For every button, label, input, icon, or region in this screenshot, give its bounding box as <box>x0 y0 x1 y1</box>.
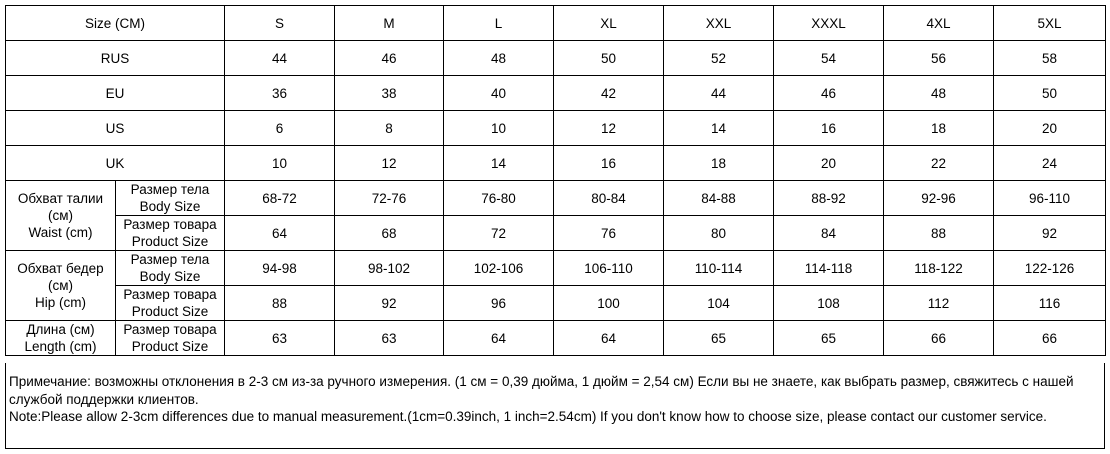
sub-label-en: Product Size <box>131 234 209 249</box>
table-row <box>6 181 1106 216</box>
table-cell: 54 <box>774 41 884 76</box>
table-cell: 94-98 <box>225 251 335 286</box>
table-cell: 44 <box>225 41 335 76</box>
table-cell: 66 <box>994 321 1106 356</box>
table-cell: 76 <box>554 216 664 251</box>
table-cell: 58 <box>994 41 1106 76</box>
table-cell: 56 <box>884 41 994 76</box>
hip-group-label <box>6 251 116 321</box>
hip-label-en: Hip (cm) <box>35 295 86 310</box>
sub-label-ru: Размер тела <box>130 252 210 267</box>
sub-label <box>116 286 225 321</box>
table-row <box>6 321 1106 356</box>
table-cell: 80-84 <box>554 181 664 216</box>
table-row <box>6 111 1106 146</box>
table-cell: 18 <box>884 111 994 146</box>
table-cell: 66 <box>884 321 994 356</box>
size-header: M <box>335 6 444 41</box>
sub-label-en: Product Size <box>131 304 209 319</box>
table-cell: 36 <box>225 76 335 111</box>
header-row <box>6 6 1106 41</box>
table-cell: 48 <box>444 41 554 76</box>
table-cell: 50 <box>554 41 664 76</box>
row-label: RUS <box>6 41 225 76</box>
table-cell: 20 <box>774 146 884 181</box>
table-cell: 104 <box>664 286 774 321</box>
waist-label-ru-1: Обхват талии <box>17 191 104 206</box>
table-cell: 65 <box>774 321 884 356</box>
table-cell: 98-102 <box>335 251 444 286</box>
table-cell: 10 <box>444 111 554 146</box>
table-cell: 84 <box>774 216 884 251</box>
table-cell: 65 <box>664 321 774 356</box>
table-cell: 110-114 <box>664 251 774 286</box>
size-header: XXL <box>664 6 774 41</box>
table-cell: 68-72 <box>225 181 335 216</box>
size-chart-table <box>5 5 1106 356</box>
sub-label <box>116 321 225 356</box>
table-cell: 92 <box>335 286 444 321</box>
waist-label-ru-2: (см) <box>47 208 74 223</box>
table-cell: 64 <box>444 321 554 356</box>
table-cell: 84-88 <box>664 181 774 216</box>
sub-label-ru: Размер тела <box>130 182 210 197</box>
sub-label <box>116 181 225 216</box>
sub-label-ru: Размер товара <box>123 322 217 337</box>
table-cell: 44 <box>664 76 774 111</box>
table-cell: 16 <box>774 111 884 146</box>
table-cell: 102-106 <box>444 251 554 286</box>
table-cell: 38 <box>335 76 444 111</box>
table-row <box>6 251 1106 286</box>
size-header: 4XL <box>884 6 994 41</box>
table-cell: 63 <box>335 321 444 356</box>
note-en: Note:Please allow 2-3cm differences due to manual measurement.(1cm=0.39inch, 1 inch=2.54cm) If you don't know how to choose size, please contact our customer service. <box>9 409 1047 424</box>
header-label: Size (CM) <box>6 6 225 41</box>
table-cell: 100 <box>554 286 664 321</box>
table-cell: 12 <box>554 111 664 146</box>
table-cell: 72 <box>444 216 554 251</box>
table-cell: 42 <box>554 76 664 111</box>
hip-label-ru-1: Обхват бедер <box>17 261 104 276</box>
table-cell: 46 <box>774 76 884 111</box>
hip-label-ru-2: (см) <box>47 278 74 293</box>
sub-label-ru: Размер товара <box>123 217 217 232</box>
table-cell: 112 <box>884 286 994 321</box>
table-cell: 12 <box>335 146 444 181</box>
waist-group-label <box>6 181 116 251</box>
waist-label-en: Waist (cm) <box>28 225 93 240</box>
table-row <box>6 286 1106 321</box>
table-cell: 8 <box>335 111 444 146</box>
table-cell: 63 <box>225 321 335 356</box>
notes-box <box>5 363 1105 449</box>
table-cell: 6 <box>225 111 335 146</box>
sub-label <box>116 216 225 251</box>
table-cell: 14 <box>664 111 774 146</box>
table-cell: 22 <box>884 146 994 181</box>
table-cell: 16 <box>554 146 664 181</box>
sub-label-en: Product Size <box>131 339 209 354</box>
sub-label <box>116 251 225 286</box>
table-row <box>6 76 1106 111</box>
table-cell: 114-118 <box>774 251 884 286</box>
sub-label-en: Body Size <box>139 269 201 284</box>
table-cell: 96 <box>444 286 554 321</box>
table-cell: 80 <box>664 216 774 251</box>
table-cell: 72-76 <box>335 181 444 216</box>
table-row <box>6 216 1106 251</box>
table-cell: 10 <box>225 146 335 181</box>
table-cell: 64 <box>225 216 335 251</box>
table-cell: 40 <box>444 76 554 111</box>
table-cell: 116 <box>994 286 1106 321</box>
size-header: L <box>444 6 554 41</box>
table-cell: 52 <box>664 41 774 76</box>
table-cell: 88 <box>225 286 335 321</box>
length-label-en: Length (cm) <box>24 339 97 354</box>
note-ru: Примечание: возможны отклонения в 2-3 см из-за ручного измерения. (1 см = 0,39 дюйма, 1 дюйм = 2,54 см) Если вы не знаете, как выбрать размер, свяжитесь с нашей службой поддержки клиентов. <box>9 374 1074 407</box>
size-header: XL <box>554 6 664 41</box>
table-cell: 92-96 <box>884 181 994 216</box>
row-label: EU <box>6 76 225 111</box>
size-header: 5XL <box>994 6 1106 41</box>
table-cell: 46 <box>335 41 444 76</box>
sub-label-ru: Размер товара <box>123 287 217 302</box>
table-cell: 68 <box>335 216 444 251</box>
row-label: US <box>6 111 225 146</box>
size-header: XXXL <box>774 6 884 41</box>
table-row <box>6 41 1106 76</box>
table-cell: 48 <box>884 76 994 111</box>
table-cell: 118-122 <box>884 251 994 286</box>
table-cell: 18 <box>664 146 774 181</box>
sub-label-en: Body Size <box>139 199 201 214</box>
table-cell: 50 <box>994 76 1106 111</box>
table-cell: 106-110 <box>554 251 664 286</box>
length-label-ru: Длина (см) <box>26 322 95 337</box>
row-label: UK <box>6 146 225 181</box>
table-cell: 24 <box>994 146 1106 181</box>
table-cell: 88 <box>884 216 994 251</box>
table-cell: 108 <box>774 286 884 321</box>
table-cell: 88-92 <box>774 181 884 216</box>
size-header: S <box>225 6 335 41</box>
length-group-label <box>6 321 116 356</box>
table-cell: 92 <box>994 216 1106 251</box>
table-cell: 20 <box>994 111 1106 146</box>
table-cell: 96-110 <box>994 181 1106 216</box>
table-row <box>6 146 1106 181</box>
table-cell: 122-126 <box>994 251 1106 286</box>
table-cell: 64 <box>554 321 664 356</box>
table-cell: 14 <box>444 146 554 181</box>
table-cell: 76-80 <box>444 181 554 216</box>
